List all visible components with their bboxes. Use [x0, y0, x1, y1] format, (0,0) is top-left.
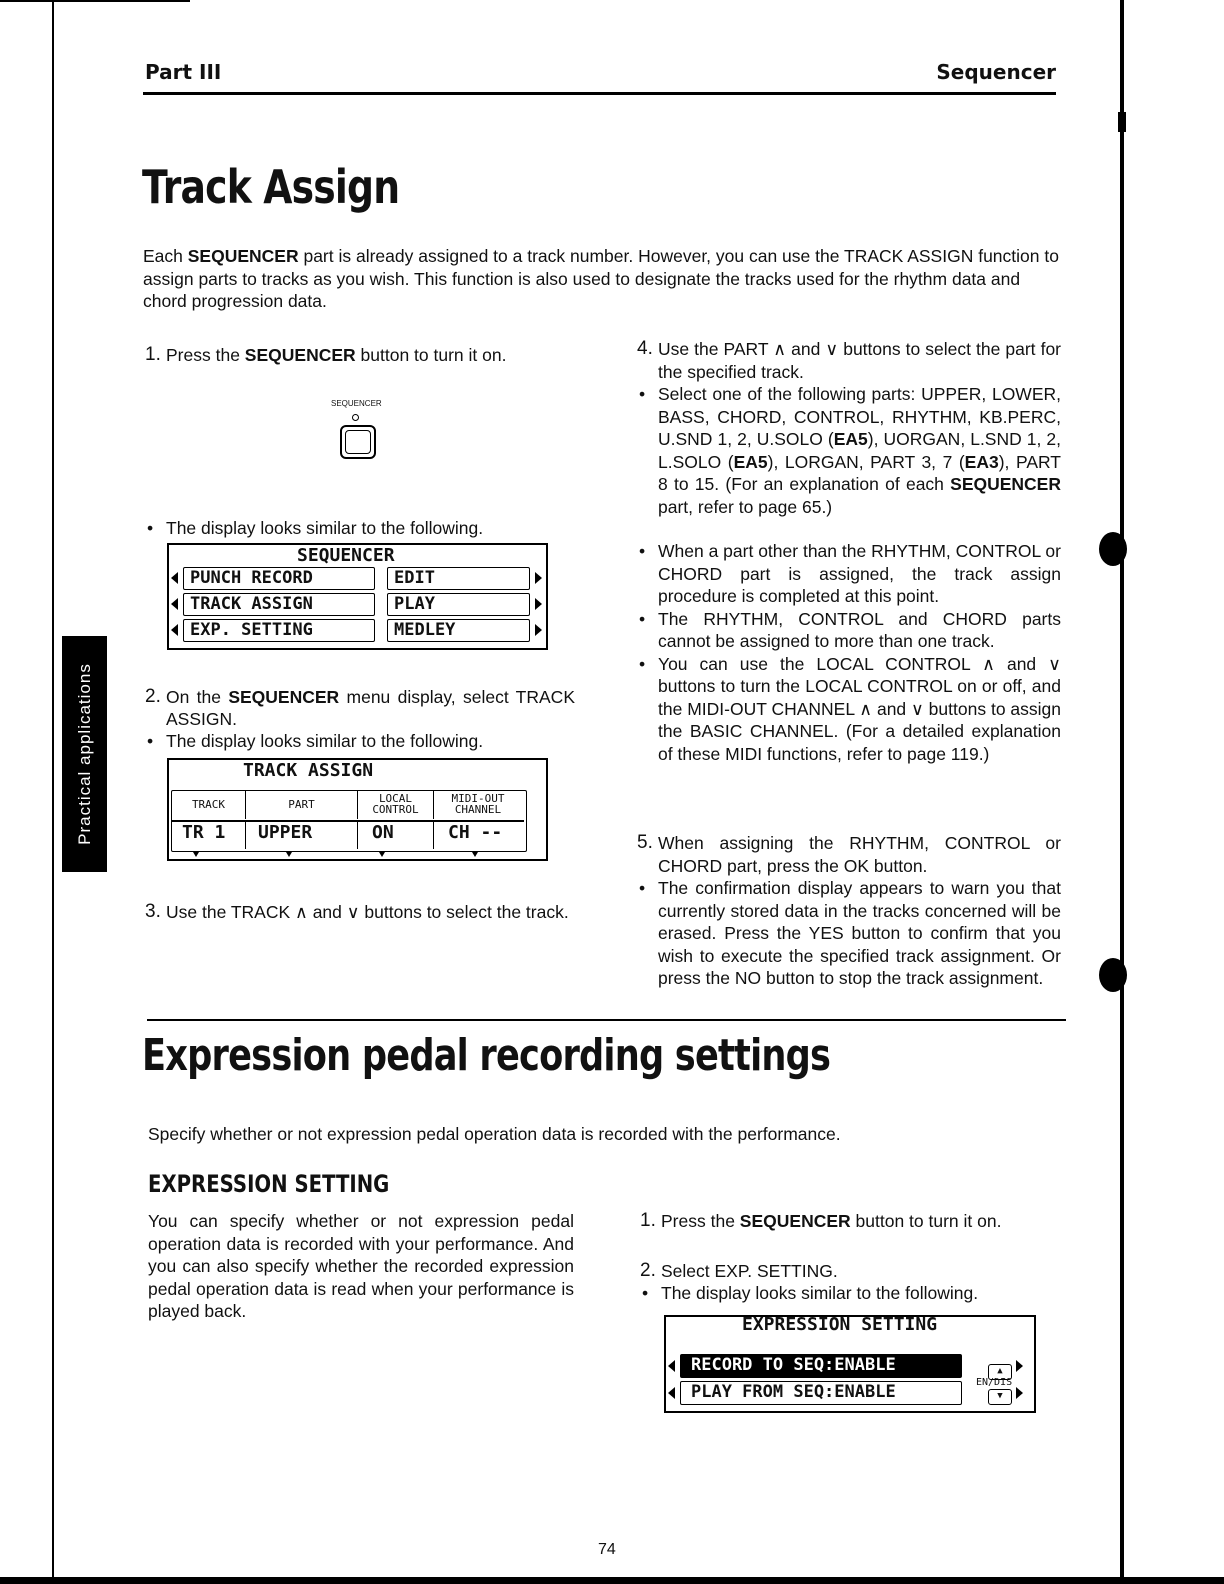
binder-hole [1099, 958, 1127, 992]
step-text: Use the TRACK ∧ and ∨ buttons to select the track. [166, 902, 569, 922]
lcd-menu-item[interactable]: TRACK ASSIGN [183, 593, 375, 616]
lcd-title: TRACK ASSIGN [243, 760, 374, 781]
model-bold: EA5 [733, 451, 768, 472]
right-arrow-icon [535, 572, 542, 584]
step-bold: SEQUENCER [244, 345, 356, 365]
right-arrow-icon [1016, 1387, 1023, 1399]
down-tick-icon [193, 852, 199, 857]
side-tab-label: Practical applications [74, 663, 94, 845]
bullet-text: part, refer to page 65.) [658, 496, 833, 517]
lcd-menu-item[interactable]: PLAY [387, 593, 530, 616]
lcd-menu-item[interactable]: PUNCH RECORD [183, 567, 375, 590]
model-bold: EA3 [964, 451, 999, 472]
left-arrow-icon [668, 1387, 675, 1399]
section-title: Expression pedal recording settings [142, 1030, 831, 1081]
bullet-text: • When a part other than the RHYTHM, CONTROL or CHORD part is assigned, the track assign procedure is completed at this point. [637, 540, 1061, 608]
down-tick-icon [379, 852, 385, 857]
scan-border-bottom [0, 1577, 1224, 1584]
step-number: 3. [145, 901, 161, 922]
lcd-title: SEQUENCER [297, 545, 395, 566]
sequencer-button[interactable] [340, 425, 376, 459]
body-text: You can specify whether or not expression pedal operation data is recorded with your performance. And you can also specify whether the recorded expression pedal operation data is read when your performance is played back. [148, 1211, 574, 1321]
left-arrow-icon [171, 572, 178, 584]
step-3 [145, 901, 575, 923]
lcd-menu-item[interactable]: MEDLEY [387, 619, 530, 642]
page-title: Track Assign [142, 160, 400, 214]
scan-border-notch [1118, 112, 1126, 132]
step-1-bullet [145, 517, 575, 539]
en-dis-label: EN/DIS [976, 1377, 1013, 1388]
play-from-seq-item[interactable]: PLAY FROM SEQ:ENABLE [680, 1381, 962, 1405]
header-rule [143, 92, 1056, 95]
col-header-part: PART [246, 791, 358, 819]
left-arrow-icon [171, 624, 178, 636]
step-1 [145, 344, 575, 366]
step-text: Select EXP. SETTING. [661, 1260, 838, 1281]
step-text: When assigning the RHYTHM, CONTROL or CHORD part, press the OK button. [658, 833, 1061, 876]
bullet-text: Select one of the following parts: UPPER, LOWER, BASS, CHORD, CONTROL, RHYTHM, KB.PERC, U.SND 1, 2, U.SOLO ( [658, 384, 1061, 449]
intro-text-rest: part is already assigned to a track number. However, you can use the TRACK ASSIGN function to assign parts to tracks as you wish. This function is also used to designate the tracks used for the rhythm data and chord progression data. [143, 246, 1059, 311]
lcd-menu-item[interactable]: EXP. SETTING [183, 619, 375, 642]
step-number: 4. [637, 338, 653, 359]
binder-hole [1099, 532, 1127, 566]
step-text: Press the [166, 345, 245, 365]
bullet-text: ), PART 8 to 15. (For an explanation of each [658, 451, 1061, 494]
step-number: 2. [640, 1259, 656, 1281]
bullet-text: • The confirmation display appears to warn you that currently stored data in the tracks concerned will be erased. Press the YES button to confirm that you wish to execute the specified track assignment. Or press the NO button to stop the track assignment. [637, 877, 1061, 990]
col-header-local-line2: CONTROL [372, 803, 419, 816]
bullet-text: ), UORGAN, L.SND 1, 2, L.SOLO ( [658, 429, 1062, 472]
side-tab [62, 636, 107, 872]
step-number: 1. [145, 344, 161, 365]
lcd-track-assign [167, 758, 548, 861]
down-tick-icon [286, 852, 292, 857]
right-arrow-icon [535, 598, 542, 610]
right-arrow-icon [535, 624, 542, 636]
col-header-track: TRACK [172, 791, 246, 819]
step-5 [637, 832, 1061, 990]
scan-border-left [52, 0, 54, 1584]
intro-paragraph [143, 245, 1061, 313]
bullet-text: • The display looks similar to the following. [640, 1282, 1060, 1305]
step-number: 5. [637, 832, 653, 853]
scan-border-top [0, 0, 190, 2]
scan-border-right [1120, 0, 1124, 1584]
col-header-local [358, 791, 434, 819]
model-bold: EA5 [833, 429, 868, 449]
step-text: Press the [661, 1211, 740, 1231]
intro-bold: SEQUENCER [187, 246, 299, 266]
track-value[interactable]: TR 1 [172, 822, 246, 849]
bullet-text: • The display looks similar to the following. [145, 517, 575, 539]
step-number: 2. [145, 686, 161, 707]
sequencer-bold: SEQUENCER [950, 474, 1061, 494]
header-section: Sequencer [936, 60, 1056, 84]
local-control-value[interactable]: ON [358, 822, 434, 849]
subheading: EXPRESSION SETTING [148, 1170, 390, 1198]
track-assign-table [171, 790, 527, 852]
step-text-rest: button to turn it on. [355, 345, 507, 365]
bullet-text: • You can use the LOCAL CONTROL ∧ and ∨ buttons to turn the LOCAL CONTROL on or off, and the MIDI-OUT CHANNEL ∧ and ∨ buttons to assign the BASIC CHANNEL. (For a detailed explanation of these MIDI functions, refer to page 119.) [637, 653, 1061, 766]
lcd-menu-item[interactable]: EDIT [387, 567, 530, 590]
sequencer-led-icon [352, 414, 359, 421]
step-text-rest: menu display, select TRACK ASSIGN. [166, 687, 575, 729]
section2-steps [640, 1210, 1060, 1305]
step-text: Use the PART ∧ and ∨ buttons to select the part for the specified track. [658, 339, 1061, 382]
part-value[interactable]: UPPER [246, 822, 358, 849]
bullet-text: ), LORGAN, PART 3, 7 ( [767, 451, 965, 472]
section-divider [147, 1019, 1066, 1021]
step-bold: SEQUENCER [228, 687, 340, 707]
header-part: Part III [145, 60, 222, 84]
left-arrow-icon [668, 1360, 675, 1372]
intro-text: Each [143, 246, 188, 266]
section2-intro: Specify whether or not expression pedal operation data is recorded with the performance. [148, 1124, 841, 1144]
page-number: 74 [598, 1541, 616, 1558]
step-4 [637, 338, 1061, 765]
step-2 [145, 686, 575, 752]
step-text: On the [166, 687, 229, 707]
down-button-icon[interactable]: ▼ [988, 1389, 1012, 1405]
col-header-midi-line2: CHANNEL [454, 803, 502, 816]
lcd-sequencer-menu [167, 543, 548, 650]
section2-body [148, 1210, 574, 1323]
lcd-title: EXPRESSION SETTING [742, 1314, 938, 1335]
down-tick-icon [472, 852, 478, 857]
col-header-midi [434, 791, 522, 819]
col-header-local-line1: LOCAL [378, 792, 413, 805]
midi-channel-value[interactable]: CH -- [448, 822, 503, 843]
col-header-midi-line1: MIDI-OUT [451, 792, 505, 805]
step-number: 1. [640, 1210, 656, 1231]
bullet-parts-list [637, 383, 1061, 518]
right-arrow-icon [1016, 1360, 1023, 1372]
bullet-text: • The RHYTHM, CONTROL and CHORD parts cannot be assigned to more than one track. [637, 608, 1061, 653]
lcd-expression-setting [664, 1315, 1036, 1413]
sequencer-button-label: SEQUENCER [331, 399, 382, 408]
left-arrow-icon [171, 598, 178, 610]
step-text-rest: button to turn it on. [850, 1211, 1002, 1231]
up-button-icon[interactable]: ▲ [988, 1364, 1012, 1380]
bullet-text: • The display looks similar to the following. [145, 730, 575, 752]
step-bold: SEQUENCER [739, 1211, 851, 1231]
record-to-seq-item[interactable]: RECORD TO SEQ:ENABLE [680, 1354, 962, 1378]
